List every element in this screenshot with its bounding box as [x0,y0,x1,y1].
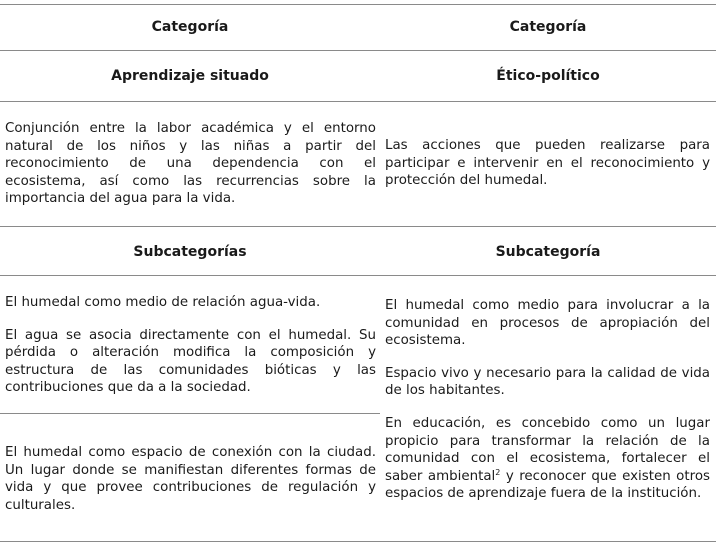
left-category-name: Aprendizaje situado [111,68,269,84]
table-rule [0,275,716,276]
right-subcategory-3 [385,415,710,503]
left-category-description: Conjunción entre la labor académica y el entorno natural de los niños y las niñas a partir del reconocimiento de una dependencia con el ecosistema, así como las recurrencias sobre la importancia del agua para la vida. [5,121,376,207]
right-category-name: Ético-político [496,68,600,84]
footnote-marker: 2 [495,467,501,477]
table-rule [0,101,716,102]
left-subcategory-1-title: El humedal como medio de relación agua-vida. [5,295,321,310]
right-subcategory-header: Subcategoría [495,244,601,260]
right-category-description: Las acciones que pueden realizarse para participar e intervenir en el reconocimiento y protección del humedal. [385,138,710,189]
table-rule [0,413,380,414]
table-rule [0,4,716,5]
right-subcategory-3-text: En educación, es concebido como un lugar propicio para transformar la relación de la comunidad con el ecosistema, fortalecer el saber ambiental [385,415,710,484]
left-category-header: Categoría [151,19,229,35]
left-subcategory-header: Subcategorías [133,244,247,260]
right-subcategories [385,297,710,503]
right-category-header: Categoría [509,19,587,35]
right-subcategory-3-text-end: y reconocer que existen otros espacios de aprendizaje fuera de la institución. [385,468,710,502]
right-subcategory-1: El humedal como medio para involucrar a la comunidad en procesos de apropiación del ecosistema. [385,298,710,349]
left-subcategory-2: El humedal como espacio de conexión con la ciudad. Un lugar donde se manifiestan diferentes formas de vida y que provee contribuciones de regulación y culturales. [5,445,376,513]
left-subcategory-1 [5,294,376,397]
left-subcategory-1-body: El agua se asocia directamente con el humedal. Su pérdida o alteración modifica la composición y estructura de las comunidades bióticas y las contribuciones que da a la sociedad. [5,327,376,396]
right-subcategory-2: Espacio vivo y necesario para la calidad de vida de los habitantes. [385,365,710,399]
table-rule [0,226,716,227]
table-rule [0,50,716,51]
table-rule [0,541,716,542]
